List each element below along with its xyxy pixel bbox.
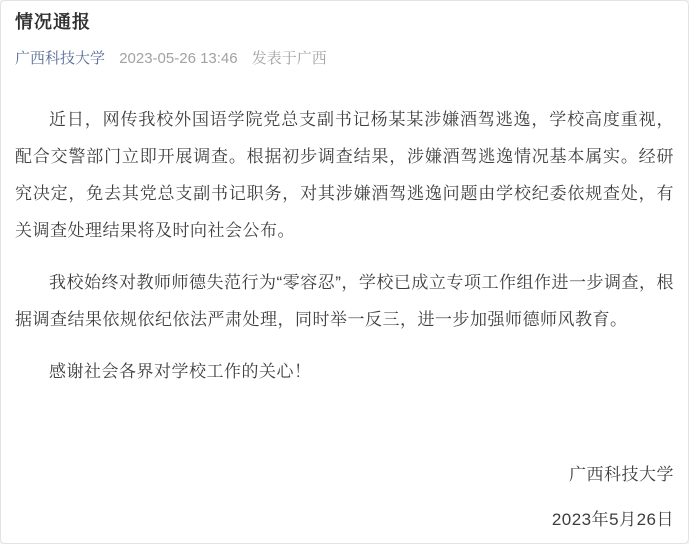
publish-time: 2023-05-26 13:46 [119,50,238,67]
body-paragraph: 感谢社会各界对学校工作的关心！ [49,362,312,381]
article-title: 情况通报 [15,12,91,32]
publish-location: 发表于广西 [251,50,327,67]
signature-block [15,456,674,538]
signature-date: 2023年5月26日 [551,510,674,529]
signature-name: 广西科技大学 [569,465,674,484]
article-body [15,101,674,538]
article-byline [15,48,674,69]
body-paragraph: 我校始终对教师师德失范行为“零容忍”，学校已成立专项工作组作进一步调查，根据调查结果依规依纪依法严肃处理，同时举一反三，进一步加强师德师风教育。 [15,273,674,329]
account-name-link[interactable]: 广西科技大学 [15,50,106,67]
body-paragraph: 近日，网传我校外国语学院党总支副书记杨某某涉嫌酒驾逃逸，学校高度重视，配合交警部门立即开展调查。根据初步调查结果，涉嫌酒驾逃逸情况基本属实。经研究决定，免去其党总支副书记职务，对其涉嫌酒驾逃逸问题由学校纪委依规查处，有关调查处理结果将及时向社会公布。 [15,110,674,240]
